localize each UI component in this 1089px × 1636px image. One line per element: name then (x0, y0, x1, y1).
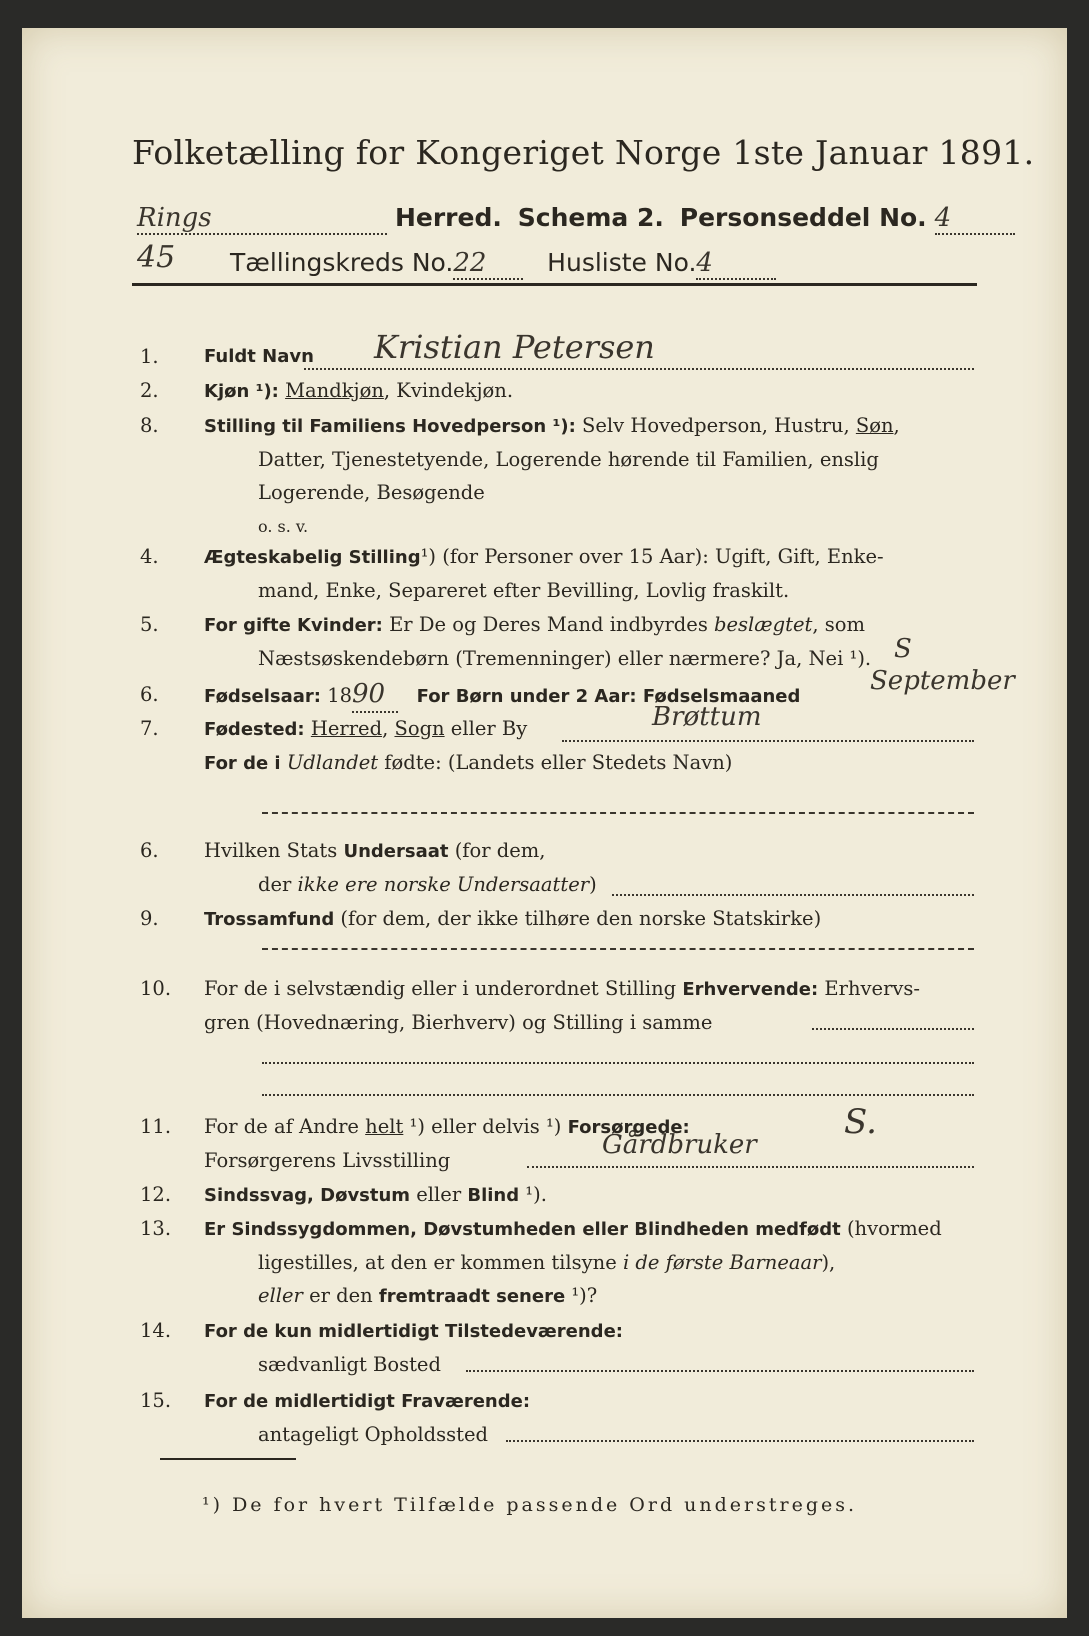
religion-field (262, 948, 974, 950)
name-answer: Kristian Petersen (374, 328, 655, 366)
occupation-field (812, 1028, 974, 1030)
item-label: Stilling til Familiens Hovedperson ¹): (204, 416, 576, 437)
name-field (304, 368, 974, 370)
item-text: Datter, Tjenestetyende, Logerende hørende til Familien, enslig (258, 448, 879, 471)
item-text: eller (258, 1284, 303, 1307)
herred-label: Herred. (394, 203, 502, 232)
schema-label: Schema 2. (517, 203, 664, 232)
item-text: eller By (444, 717, 528, 740)
item-label: For Børn under 2 Aar: Fødselsmaaned (416, 686, 801, 707)
item-label: Trossamfund (204, 909, 335, 930)
relation-answer: S (894, 634, 912, 664)
item-label: Fuldt Navn (204, 346, 314, 367)
option-sogn: Sogn (394, 717, 445, 740)
item-text: ¹) eller delvis ¹) (403, 1115, 568, 1138)
item-text: der (258, 873, 298, 896)
item-text: er den (302, 1284, 379, 1307)
whereabouts-field (506, 1440, 974, 1442)
personseddel-value: 4 (935, 203, 1015, 235)
item-text: ligestilles, at den er kommen tilsyne (258, 1251, 623, 1274)
item-text: gren (Hovednæring, Bierhverv) og Stilling i samme (204, 1011, 713, 1034)
header-divider (132, 283, 977, 286)
foreign-birthplace-field (262, 812, 974, 814)
item-number: 13. (140, 1217, 172, 1240)
item-label: Kjøn ¹): (204, 381, 279, 402)
item-text: Logerende, Besøgende (258, 481, 485, 504)
provider-field (527, 1166, 974, 1168)
item-text: , (893, 414, 900, 437)
item-number: 6. (140, 683, 159, 706)
citizenship-field (612, 894, 974, 896)
item-text: For de af Andre (204, 1115, 366, 1138)
census-form-page (22, 28, 1067, 1618)
item-text: ¹)? (565, 1284, 598, 1307)
item-label: Er Sindssygdommen, Døvstumheden eller Blindheden (204, 1219, 756, 1240)
option-herred: Herred (310, 717, 383, 740)
item-text: ), (821, 1251, 836, 1274)
item-text: Næstsøskendebørn (Tremenninger) eller nærmere? Ja, Nei ¹). (258, 647, 872, 670)
margin-number: 45 (137, 240, 176, 275)
item-label: For gifte Kvinder: (204, 615, 383, 636)
item-text: Hvilken Stats (204, 839, 338, 862)
option-rest: , Kvindekjøn. (383, 379, 514, 402)
item-label: fremtraadt senere (378, 1286, 566, 1307)
item-text: Udlandet (286, 751, 379, 774)
birthplace-field (562, 740, 974, 742)
item-number: 1. (140, 345, 159, 368)
item-text: Forsørgerens Livsstilling (204, 1149, 451, 1172)
item-number: 9. (140, 907, 159, 930)
item-text: ¹). (519, 1183, 547, 1206)
item-text: ¹) (for Personer over 15 Aar): Ugift, Gift, Enke- (420, 545, 884, 568)
item-text: For de i (204, 753, 287, 774)
birth-year-answer: 90 (352, 678, 398, 713)
item-label: Erhvervende: (682, 979, 819, 1000)
item-text: eller (410, 1183, 468, 1206)
item-text: mand, Enke, Separeret efter Bevilling, Lovlig fraskilt. (258, 579, 790, 602)
item-label: For de kun midlertidigt Tilstedeværende: (204, 1321, 623, 1342)
item-number: 11. (140, 1115, 172, 1138)
item-label: For de midlertidigt Fraværende: (204, 1391, 531, 1412)
item-text: beslægtet (714, 613, 813, 636)
item-text: , (382, 717, 395, 740)
item-number: 8. (140, 414, 159, 437)
item-text: (for dem, der ikke tilhøre den norske Statskirke) (334, 907, 822, 930)
item-text: antageligt Opholdssted (258, 1423, 489, 1446)
item-number: 10. (140, 977, 172, 1000)
item-label: Sindssvag, Døvstum (204, 1185, 411, 1206)
item-number: 7. (140, 717, 159, 740)
item-number: 12. (140, 1183, 172, 1206)
provider-answer: Gårdbruker (602, 1130, 757, 1160)
item-text: (for dem, (448, 839, 546, 862)
item-label: Fødested: (204, 719, 305, 740)
item-text: For de i selvstændig eller i underordnet Stilling (204, 977, 683, 1000)
item-number: 5. (140, 613, 159, 636)
option-helt: helt (365, 1115, 404, 1138)
taellingskreds-label: Tællingskreds No. (230, 248, 454, 277)
item-text: Selv Hovedperson, Hustru, (575, 414, 856, 437)
husliste-label: Husliste No. (547, 248, 697, 277)
item-text: ikke ere norske Undersaatter (297, 873, 590, 896)
item-text: fødte: (Landets eller Stedets Navn) (378, 751, 733, 774)
taellingskreds-line (230, 248, 776, 280)
item-text: , som (812, 613, 865, 636)
item-text: 18 (321, 684, 353, 707)
husliste-value: 4 (696, 248, 776, 280)
occupation-field-3 (262, 1094, 974, 1096)
item-number: 14. (140, 1319, 172, 1342)
item-label: Undersaat (343, 841, 449, 862)
item-text: o. s. v. (258, 517, 309, 536)
item-label: Fødselsaar: (204, 686, 321, 707)
form-title: Folketælling for Kongeriget Norge 1ste Januar 1891. (132, 133, 1035, 172)
item-text: (hvormed (840, 1217, 942, 1240)
option-mandkjon: Mandkjøn (285, 379, 384, 402)
item-number: 2. (140, 379, 159, 402)
item-label: Ægteskabelig Stilling (204, 547, 421, 568)
item-text: ) (589, 873, 597, 896)
item-text: Erhvervs- (818, 977, 921, 1000)
option-son: Søn (855, 414, 894, 437)
herred-line (137, 203, 1015, 235)
item-number: 15. (140, 1389, 172, 1412)
item-label: Blind (467, 1185, 520, 1206)
occupation-field-2 (262, 1062, 974, 1064)
footnote-rule (160, 1458, 296, 1460)
birth-month-answer: September (870, 666, 1015, 696)
item-label: Forsørgede: (567, 1117, 690, 1138)
taellingskreds-value: 22 (453, 248, 523, 280)
item-label: medfødt (755, 1219, 841, 1240)
footnote: ¹) De for hvert Tilfælde passende Ord understreges. (202, 1494, 858, 1516)
herred-value: Rings (137, 203, 387, 235)
item-text: i de første Barneaar (622, 1251, 822, 1274)
birthplace-answer: Brøttum (652, 702, 762, 732)
item-number: 6. (140, 839, 159, 862)
item-text: sædvanligt Bosted (258, 1353, 441, 1376)
item-text: Er De og Deres Mand indbyrdes (382, 613, 715, 636)
personseddel-label: Personseddel No. (679, 203, 927, 232)
residence-field (466, 1370, 974, 1372)
provider-mark: S. (844, 1102, 877, 1142)
item-number: 4. (140, 545, 159, 568)
